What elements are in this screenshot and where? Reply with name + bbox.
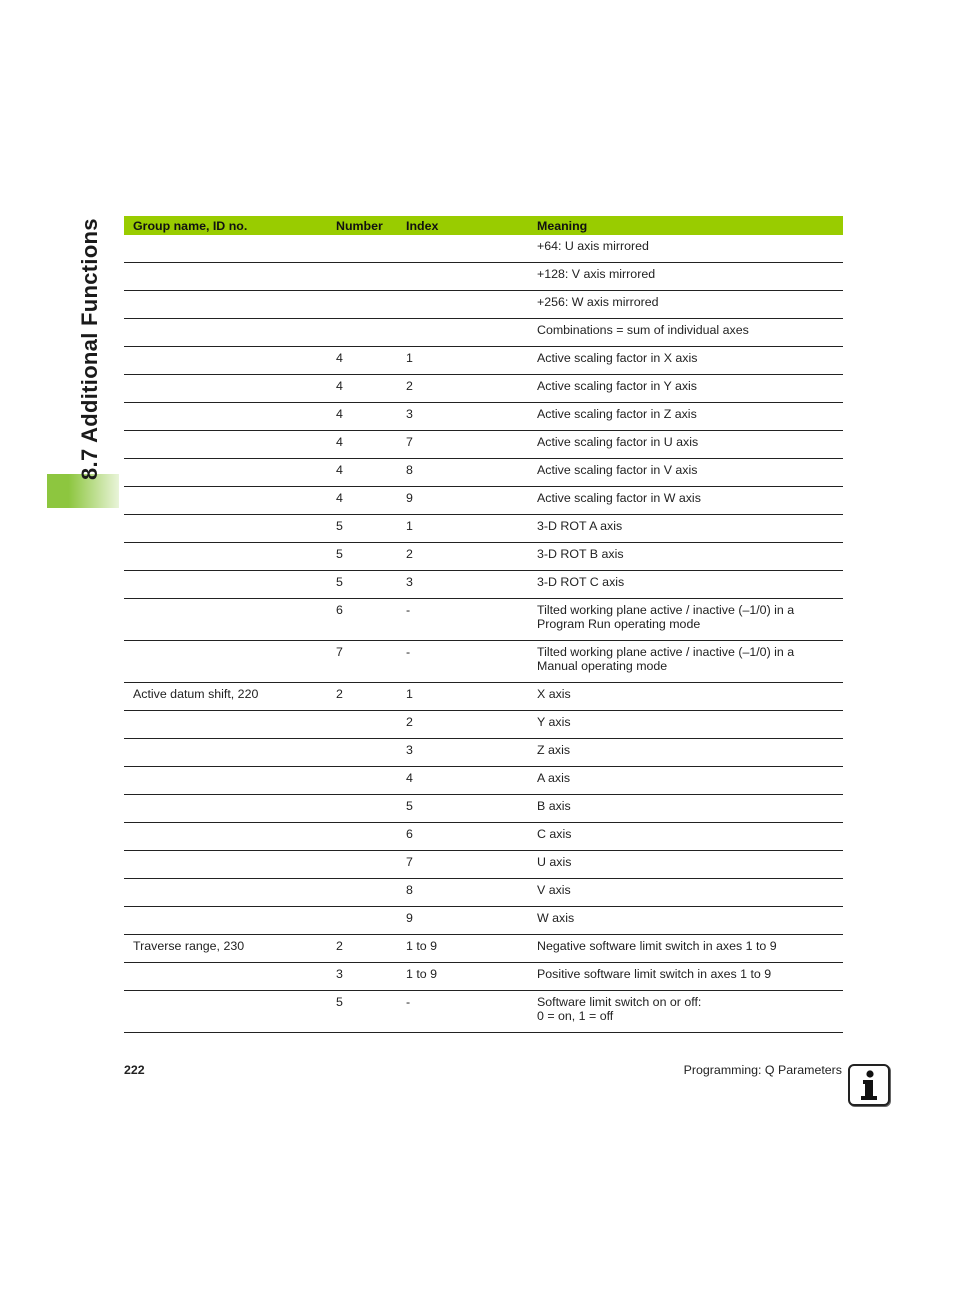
cell-group-name	[124, 571, 327, 599]
footer-section-title: Programming: Q Parameters	[683, 1063, 842, 1077]
cell-meaning: V axis	[528, 879, 843, 907]
cell-index: 1	[397, 683, 528, 711]
cell-group-name	[124, 235, 327, 263]
cell-number: 5	[327, 571, 397, 599]
cell-meaning: X axis	[528, 683, 843, 711]
cell-meaning: Active scaling factor in X axis	[528, 347, 843, 375]
table-row	[124, 991, 843, 1033]
cell-number: 2	[327, 935, 397, 963]
cell-index: 7	[397, 851, 528, 879]
cell-number	[327, 291, 397, 319]
cell-meaning: Active scaling factor in Y axis	[528, 375, 843, 403]
cell-meaning: Software limit switch on or off: 0 = on, 1 = off	[528, 991, 843, 1033]
cell-number	[327, 795, 397, 823]
cell-group-name	[124, 487, 327, 515]
cell-meaning: Active scaling factor in Z axis	[528, 403, 843, 431]
table-row	[124, 459, 843, 487]
cell-number: 4	[327, 431, 397, 459]
cell-group-name	[124, 711, 327, 739]
table-row	[124, 683, 843, 711]
cell-group-name	[124, 963, 327, 991]
cell-index: 3	[397, 571, 528, 599]
header-number: Number	[327, 216, 397, 235]
cell-number: 6	[327, 599, 397, 641]
cell-meaning: Negative software limit switch in axes 1 to 9	[528, 935, 843, 963]
cell-meaning: +128: V axis mirrored	[528, 263, 843, 291]
cell-number	[327, 823, 397, 851]
cell-group-name	[124, 879, 327, 907]
cell-index: 2	[397, 375, 528, 403]
cell-meaning: C axis	[528, 823, 843, 851]
cell-meaning: Active scaling factor in U axis	[528, 431, 843, 459]
cell-index: 1	[397, 347, 528, 375]
table-row	[124, 263, 843, 291]
table-row	[124, 599, 843, 641]
cell-index: 6	[397, 823, 528, 851]
cell-index	[397, 291, 528, 319]
table-row	[124, 823, 843, 851]
cell-meaning: W axis	[528, 907, 843, 935]
cell-meaning: Y axis	[528, 711, 843, 739]
cell-number: 7	[327, 641, 397, 683]
table-row	[124, 431, 843, 459]
cell-index	[397, 263, 528, 291]
cell-group-name	[124, 991, 327, 1033]
cell-number	[327, 851, 397, 879]
cell-group-name	[124, 795, 327, 823]
table-row	[124, 515, 843, 543]
cell-group-name: Active datum shift, 220	[124, 683, 327, 711]
cell-number: 4	[327, 375, 397, 403]
cell-index: 9	[397, 487, 528, 515]
cell-number	[327, 263, 397, 291]
cell-number	[327, 711, 397, 739]
cell-index: -	[397, 991, 528, 1033]
cell-meaning: U axis	[528, 851, 843, 879]
table-row	[124, 375, 843, 403]
table-row	[124, 711, 843, 739]
cell-group-name	[124, 347, 327, 375]
cell-number: 5	[327, 515, 397, 543]
cell-index: 1 to 9	[397, 963, 528, 991]
cell-group-name	[124, 739, 327, 767]
cell-meaning: Positive software limit switch in axes 1 to 9	[528, 963, 843, 991]
table-row	[124, 739, 843, 767]
cell-meaning: 3-D ROT C axis	[528, 571, 843, 599]
cell-number: 4	[327, 487, 397, 515]
cell-index: -	[397, 641, 528, 683]
cell-index: 9	[397, 907, 528, 935]
cell-meaning: 3-D ROT B axis	[528, 543, 843, 571]
cell-group-name	[124, 767, 327, 795]
table-row	[124, 291, 843, 319]
cell-index: 2	[397, 543, 528, 571]
table-row	[124, 487, 843, 515]
cell-number	[327, 907, 397, 935]
cell-index: 8	[397, 459, 528, 487]
cell-number	[327, 319, 397, 347]
cell-group-name	[124, 431, 327, 459]
cell-meaning: Z axis	[528, 739, 843, 767]
table-row	[124, 319, 843, 347]
cell-number: 5	[327, 543, 397, 571]
cell-index: -	[397, 599, 528, 641]
cell-meaning: Tilted working plane active / inactive (–1/0) in a Manual operating mode	[528, 641, 843, 683]
cell-number: 4	[327, 403, 397, 431]
cell-meaning: 3-D ROT A axis	[528, 515, 843, 543]
cell-group-name	[124, 543, 327, 571]
table-row	[124, 963, 843, 991]
cell-meaning: A axis	[528, 767, 843, 795]
cell-group-name: Traverse range, 230	[124, 935, 327, 963]
table-row	[124, 851, 843, 879]
header-index: Index	[397, 216, 528, 235]
cell-meaning: B axis	[528, 795, 843, 823]
cell-number: 4	[327, 347, 397, 375]
cell-index: 3	[397, 739, 528, 767]
cell-meaning: +64: U axis mirrored	[528, 235, 843, 263]
table-body	[124, 235, 843, 1033]
cell-group-name	[124, 851, 327, 879]
table-header-row	[124, 216, 843, 235]
cell-group-name	[124, 319, 327, 347]
cell-group-name	[124, 403, 327, 431]
cell-index: 5	[397, 795, 528, 823]
cell-group-name	[124, 515, 327, 543]
cell-meaning: +256: W axis mirrored	[528, 291, 843, 319]
page-number: 222	[124, 1063, 145, 1077]
header-meaning: Meaning	[528, 216, 843, 235]
cell-number	[327, 879, 397, 907]
cell-index: 2	[397, 711, 528, 739]
cell-group-name	[124, 599, 327, 641]
cell-number: 4	[327, 459, 397, 487]
table-row	[124, 235, 843, 263]
chapter-title: 8.7 Additional Functions	[77, 218, 102, 480]
cell-index: 7	[397, 431, 528, 459]
cell-index	[397, 319, 528, 347]
table-row	[124, 907, 843, 935]
cell-number	[327, 739, 397, 767]
cell-group-name	[124, 459, 327, 487]
cell-index: 4	[397, 767, 528, 795]
cell-number	[327, 235, 397, 263]
cell-group-name	[124, 263, 327, 291]
cell-index: 1	[397, 515, 528, 543]
table-row	[124, 767, 843, 795]
cell-number: 5	[327, 991, 397, 1033]
cell-group-name	[124, 823, 327, 851]
table-row	[124, 935, 843, 963]
cell-meaning: Combinations = sum of individual axes	[528, 319, 843, 347]
cell-group-name	[124, 375, 327, 403]
table-row	[124, 403, 843, 431]
table-row	[124, 571, 843, 599]
cell-group-name	[124, 291, 327, 319]
cell-meaning: Active scaling factor in V axis	[528, 459, 843, 487]
cell-number	[327, 767, 397, 795]
cell-number: 2	[327, 683, 397, 711]
cell-group-name	[124, 641, 327, 683]
cell-index: 3	[397, 403, 528, 431]
table-row	[124, 641, 843, 683]
table-row	[124, 347, 843, 375]
table-row	[124, 795, 843, 823]
header-group-name: Group name, ID no.	[124, 216, 327, 235]
cell-index: 1 to 9	[397, 935, 528, 963]
cell-index: 8	[397, 879, 528, 907]
table-row	[124, 879, 843, 907]
cell-group-name	[124, 907, 327, 935]
info-icon	[848, 1064, 890, 1106]
cell-number: 3	[327, 963, 397, 991]
cell-meaning: Active scaling factor in W axis	[528, 487, 843, 515]
table-row	[124, 543, 843, 571]
cell-meaning: Tilted working plane active / inactive (–1/0) in a Program Run operating mode	[528, 599, 843, 641]
cell-index	[397, 235, 528, 263]
q-parameter-table	[124, 216, 843, 1033]
